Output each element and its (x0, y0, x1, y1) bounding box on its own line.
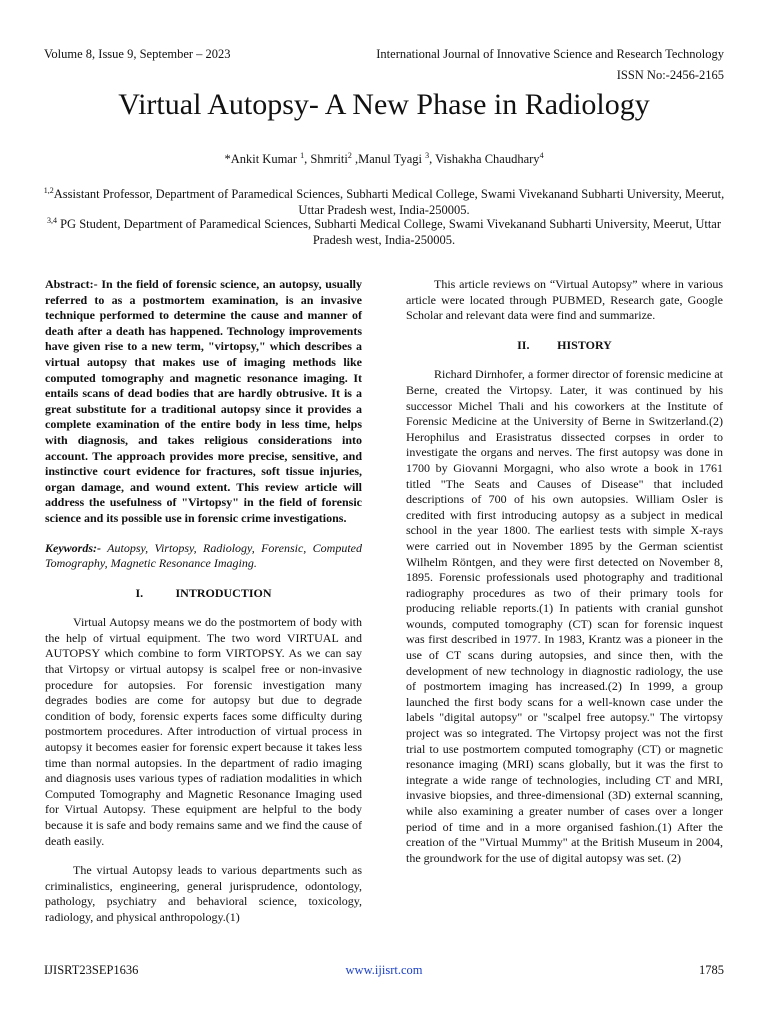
page-number: 1785 (699, 963, 724, 977)
author-list (0, 152, 768, 167)
author-3: ,Manul Tyagi (351, 152, 426, 166)
affiliation-2-sup: 3,4 (46, 215, 57, 225)
affiliation-2 (40, 216, 728, 248)
author-2: , Shmriti (304, 152, 348, 166)
affiliation-1-text: Assistant Professor, Department of Paramedical Sciences, Subharti Medical College, Swami Vivekanand Subharti University, Meerut, Uttar Pradesh west, India-250005. (53, 187, 725, 217)
affiliation-1-sup: 1,2 (43, 185, 54, 195)
keywords (45, 541, 362, 572)
affiliation-2-text: PG Student, Department of Paramedical Sciences, Subharti Medical College, Swami Vivekanand Subharti University, Meerut, Uttar Pradesh west, India-250005. (56, 217, 722, 247)
keywords-text: Autopsy, Virtopsy, Radiology, Forensic, Computed Tomography, Magnetic Resonance Imaging. (45, 540, 362, 571)
left-column (45, 277, 362, 926)
history-title: HISTORY (557, 337, 612, 352)
author-1-sup: 1 (300, 150, 305, 160)
volume-issue: Volume 8, Issue 9, September – 2023 (44, 47, 231, 61)
author-1: *Ankit Kumar (224, 152, 301, 166)
introduction-paragraph-1: Virtual Autopsy means we do the postmortem of body with the help of virtual equipment. The two word VIRTUAL and AUTOPSY which combine to form VIRTOPSY. As we can say that Virtopsy or virtual autopsy is scalpel free or non-invasive procedure for autopsies. For forensic investigation many degrades bodies are come for autopsy but due to degrade condition of body, forensic experts faces some difficulty during postmortem procedures. After introduction of virtual process in autopsy it becomes easier for forensic expert because it takes less time than normal autopsies. In the department of radio imaging and diagnosis uses various types of radiation modalities in which Computed Tomography and Magnetic Resonance Imaging used for Virtual Autopsy. These equipment are helpful to the body because it is safe and body remains same and we find the cause of death easily. (45, 615, 362, 848)
journal-website-link[interactable]: www.ijisrt.com (345, 963, 423, 977)
history-number: II. (517, 337, 530, 352)
author-2-sup: 2 (347, 150, 352, 160)
review-method-paragraph: This article reviews on “Virtual Autopsy” where in various article were located through PUBMED, Research gate, Google Scholar and relevant data were find and summarize. (406, 277, 723, 323)
author-4: , Vishakha Chaudhary (429, 152, 540, 166)
history-paragraph: Richard Dirnhofer, a former director of forensic medicine at Berne, created the Virtopsy. Later, it was continued by his successor Michel Thali and his coworkers at the Institute of Forensic Medicine at the University of Berne in Switzerland.(2) Herophilus and Erasistratus dissected corpses in order to investigate the organs and nerves. The first autopsy was done in 1700 by Giovanni Morgagni, who also wrote a book in 1761 titled "The Seats and Causes of Disease" that included descriptions of 700 of his own autopsies. William Osler is credited with first introducing autopsy as a subject in medical school in the year 1800. The earliest tests with simple X-rays were carried out in November 1895 by the German scientist Wilhelm Röntgen, and they were first detected on November 8, 1895. Forensic professionals used photography and traditional radiography procedures as two of their primary tools for producing reliable reports.(1) In patients with cranial gunshot wounds, computed tomography (CT) scan for forensic inquest was first described in 1977. In 1983, Krantz was a pioneer in the use of CT scans during autopsies, and since then, with the development of new technology in diagnostic radiology, the use of postmortem imaging has increased.(2) In 1999, a group launched the first body scans for a well-known case under the labels "digital autopsy" or "scalpel free autopsy." The virtopsy project was so integrated. The Virtopsy project was not the first trial to use postmortem computed tomography (CT) or magnetic resonance imaging (MRI) scans globally, but it was the first to integrate a wide range of technologies, including CT and MRI, invasive biopsies, and three-dimensional (3D) external scanning, while also examining a greater number of cases over a longer period of time and in a more organised fashion.(1) After the creation of the "Virtual Mummy" at the British Museum in 2004, the groundwork for the use of digital autopsy was set. (2) (406, 367, 723, 865)
paper-id: IJISRT23SEP1636 (44, 963, 139, 977)
paper-title: Virtual Autopsy- A New Phase in Radiology (118, 88, 650, 121)
author-4-sup: 4 (539, 150, 544, 160)
introduction-number: I. (135, 585, 144, 600)
affiliation-1 (40, 186, 728, 218)
introduction-heading (45, 586, 362, 602)
keywords-label: Keywords:- (45, 540, 101, 555)
journal-name: International Journal of Innovative Science and Research Technology (376, 47, 724, 61)
introduction-title: INTRODUCTION (175, 585, 272, 600)
author-3-sup: 3 (425, 150, 430, 160)
abstract: Abstract:- In the field of forensic science, an autopsy, usually referred to as a postmortem examination, is an invasive technique performed to determine the cause and manner of death after a death has happened. Technology improvements have given rise to a new term, "virtopsy," which describes a virtual autopsy that makes use of imaging methods like computed tomography and magnetic resonance imaging. It entails scans of dead bodies that are hardly obtrusive. It is a great substitute for a traditional autopsy since it provides a complete examination of the entire body in less time, helps with diagnosis, and takes religious considerations into account. The approach provides more precise, sensitive, and instinctive court evidence for fractures, soft tissue injuries, organ damage, and wound extent. This review article will address the usefulness of "Virtopsy" in the field of forensic science and its possible use in forensic crime investigations. (45, 277, 362, 525)
introduction-paragraph-2: The virtual Autopsy leads to various departments such as criminalistics, engineering, general jurisprudence, odontology, pathology, psychiatry and behavioral science, toxicology, radiology, and physical anthropology.(1) (45, 863, 362, 924)
right-column (406, 277, 723, 866)
history-heading (406, 338, 723, 354)
issn: ISSN No:-2456-2165 (616, 68, 724, 82)
